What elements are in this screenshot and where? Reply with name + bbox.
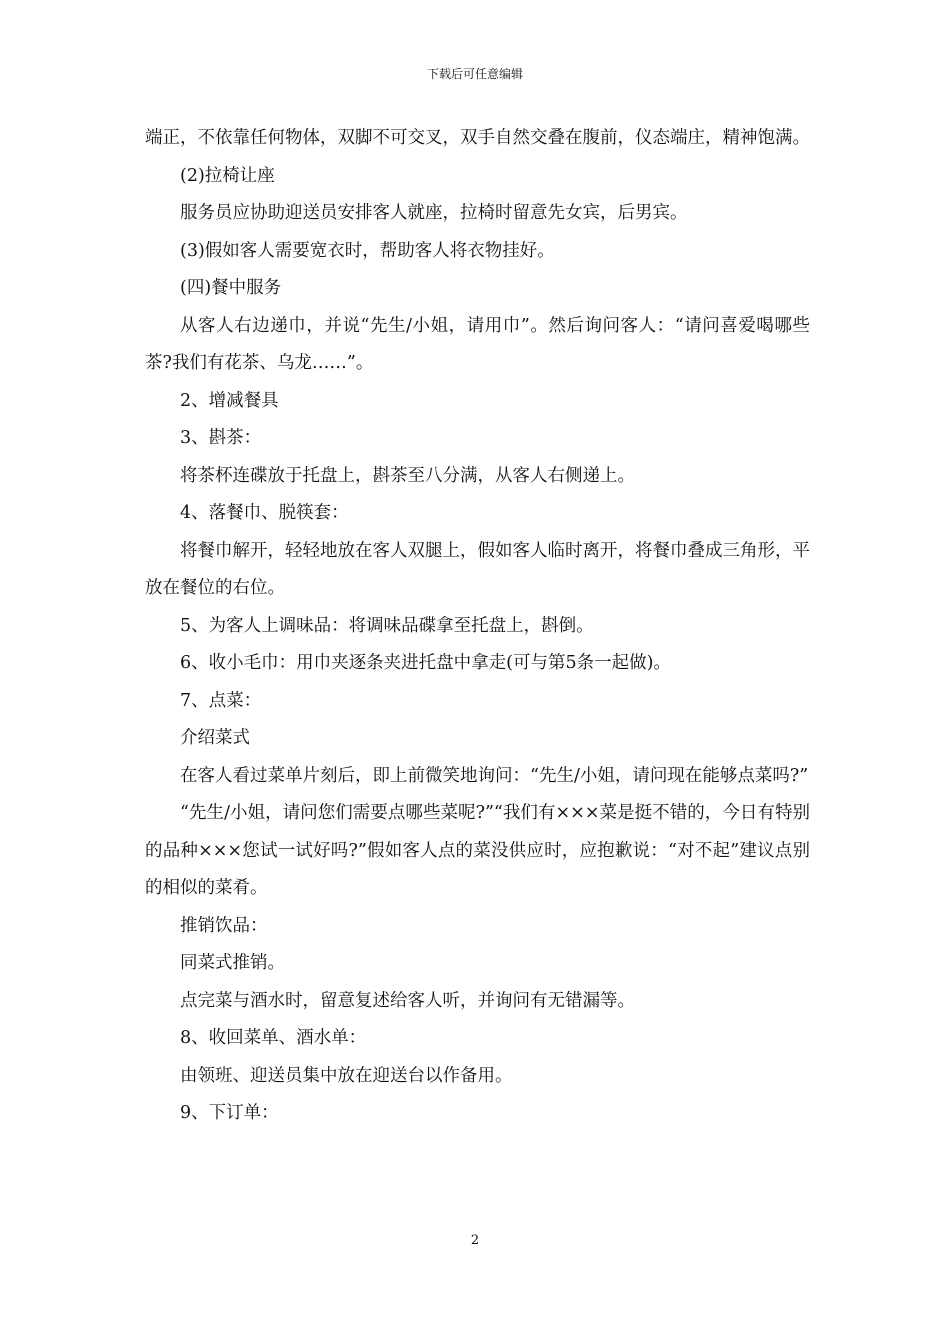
- paragraph: 6、收小毛巾：用巾夹逐条夹进托盘中拿走(可与第5条一起做)。: [180, 653, 671, 673]
- paragraph: 5、为客人上调味品：将调味品碟拿至托盘上，斟倒。: [180, 615, 594, 636]
- paragraph: 服务员应协助迎送员安排客人就座，拉椅时留意先女宾，后男宾。: [180, 203, 688, 223]
- paragraph: 端正，不依靠任何物体，双脚不可交叉，双手自然交叠在腹前，仪态端庄，精神饱满。: [145, 128, 810, 148]
- paragraph: 8、收回菜单、酒水单：: [180, 1028, 367, 1048]
- paragraph: 将茶杯连碟放于托盘上，斟茶至八分满，从客人右侧递上。: [180, 465, 635, 486]
- paragraph: 点完菜与酒水时，留意复述给客人听，并询问有无错漏等。: [180, 990, 635, 1011]
- paragraph: (四)餐中服务: [180, 278, 282, 298]
- document-body: [145, 120, 810, 1133]
- paragraph: 从客人右边递巾，并说“先生/小姐，请用巾”。然后询问客人：“请问喜爱喝哪些茶?我们有花茶、乌龙……”。: [145, 315, 810, 373]
- paragraph: 推销饮品：: [180, 915, 268, 936]
- paragraph: 4、落餐巾、脱筷套：: [180, 503, 349, 523]
- page-number: 2: [470, 1233, 480, 1248]
- paragraph: “先生/小姐，请问您们需要点哪些菜呢?”“我们有×××菜是挺不错的，今日有特别的品种×××您试一试好吗?”假如客人点的菜没供应时，应抱歉说：“对不起”建议点别的相似的菜肴。: [145, 803, 810, 898]
- paragraph: 9、下订单：: [180, 1103, 279, 1123]
- paragraph: 7、点菜：: [180, 690, 262, 711]
- paragraph: (3)假如客人需要宽衣时，帮助客人将衣物挂好。: [180, 240, 555, 261]
- paragraph: 同菜式推销。: [180, 953, 285, 973]
- paragraph: 将餐巾解开，轻轻地放在客人双腿上，假如客人临时离开，将餐巾叠成三角形，平放在餐位的右位。: [145, 540, 810, 598]
- paragraph: 介绍菜式: [180, 728, 250, 748]
- page-header: 下载后可任意编辑: [426, 67, 523, 81]
- paragraph: 3、斟茶：: [180, 428, 262, 448]
- paragraph: 由领班、迎送员集中放在迎送台以作备用。: [180, 1065, 513, 1086]
- paragraph: (2)拉椅让座: [180, 165, 275, 186]
- paragraph: 在客人看过菜单片刻后，即上前微笑地询问：“先生/小姐，请问现在能够点菜吗?”: [180, 765, 809, 786]
- paragraph: 2、增减餐具: [180, 390, 279, 411]
